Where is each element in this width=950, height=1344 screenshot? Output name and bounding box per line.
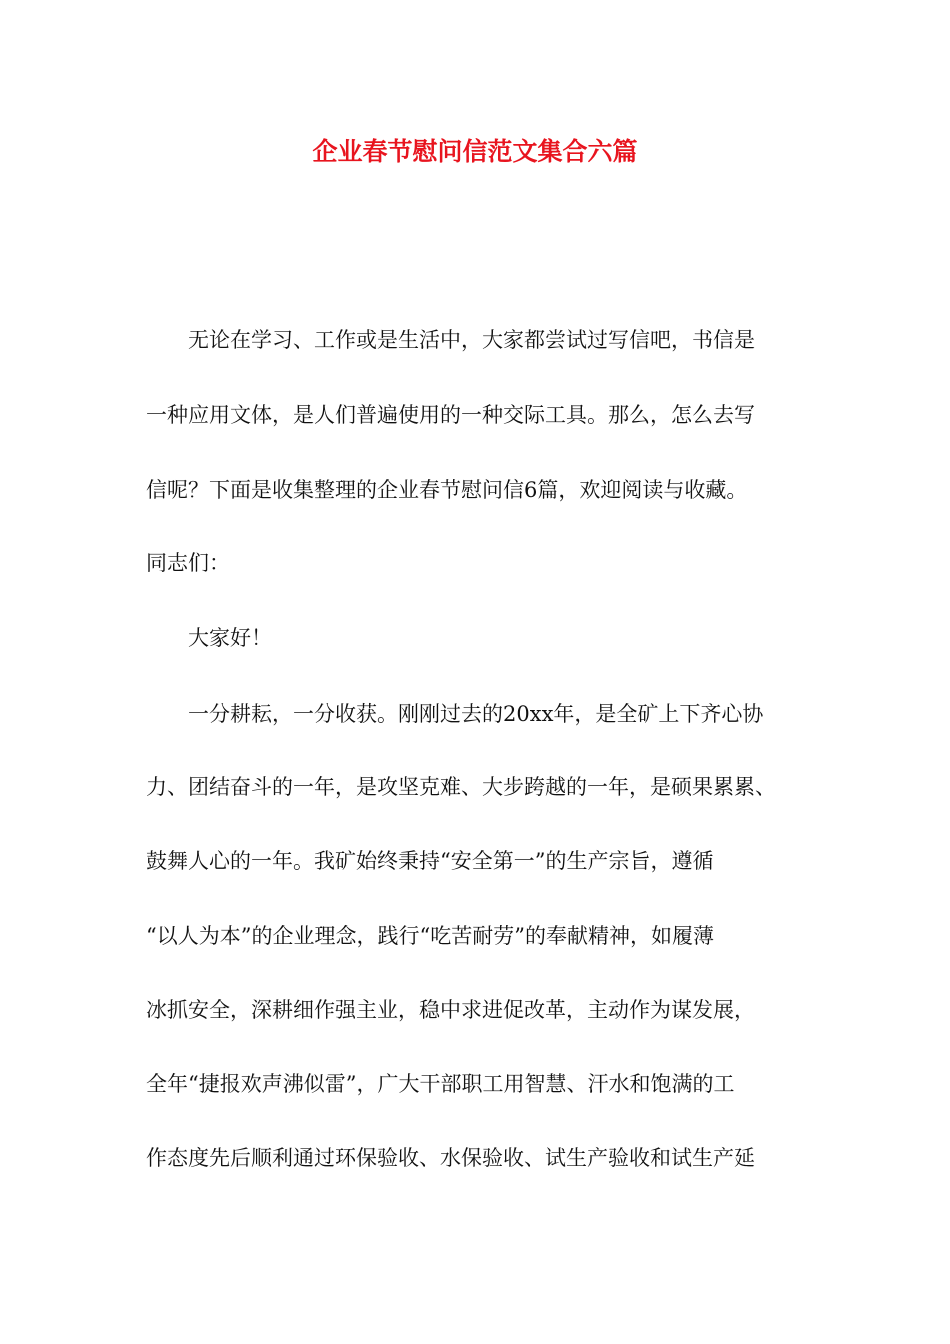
paragraph-line-8: 鼓舞人心的一年。我矿始终秉持“安全第一”的生产宗旨，遵循 <box>146 849 714 873</box>
paragraph-line-6: 一分耕耘，一分收获。刚刚过去的20xx年，是全矿上下齐心协 <box>146 702 764 726</box>
document-title: 企业春节慰问信范文集合六篇 <box>312 137 638 166</box>
paragraph-line-12: 作态度先后顺利通过环保验收、水保验收、试生产验收和试生产延 <box>146 1146 755 1170</box>
paragraph-line-11: 全年“捷报欢声沸似雷”，广大干部职工用智慧、汗水和饱满的工 <box>146 1072 735 1096</box>
paragraph-line-10: 冰抓安全，深耕细作强主业，稳中求进促改革，主动作为谋发展， <box>146 998 755 1022</box>
greeting-line: 大家好！ <box>146 626 272 650</box>
paragraph-line-3: 信呢？下面是收集整理的企业春节慰问信6篇，欢迎阅读与收藏。 <box>146 478 748 502</box>
salutation-line: 同志们： <box>146 551 230 575</box>
paragraph-line-9: “以人为本”的企业理念，践行“吃苦耐劳”的奉献精神，如履薄 <box>146 924 714 948</box>
paragraph-line-7: 力、团结奋斗的一年，是攻坚克难、大步跨越的一年，是硕果累累、 <box>146 775 776 799</box>
paragraph-line-2: 一种应用文体，是人们普遍使用的一种交际工具。那么，怎么去写 <box>146 403 755 427</box>
paragraph-line-1: 无论在学习、工作或是生活中，大家都尝试过写信吧，书信是 <box>146 328 755 352</box>
